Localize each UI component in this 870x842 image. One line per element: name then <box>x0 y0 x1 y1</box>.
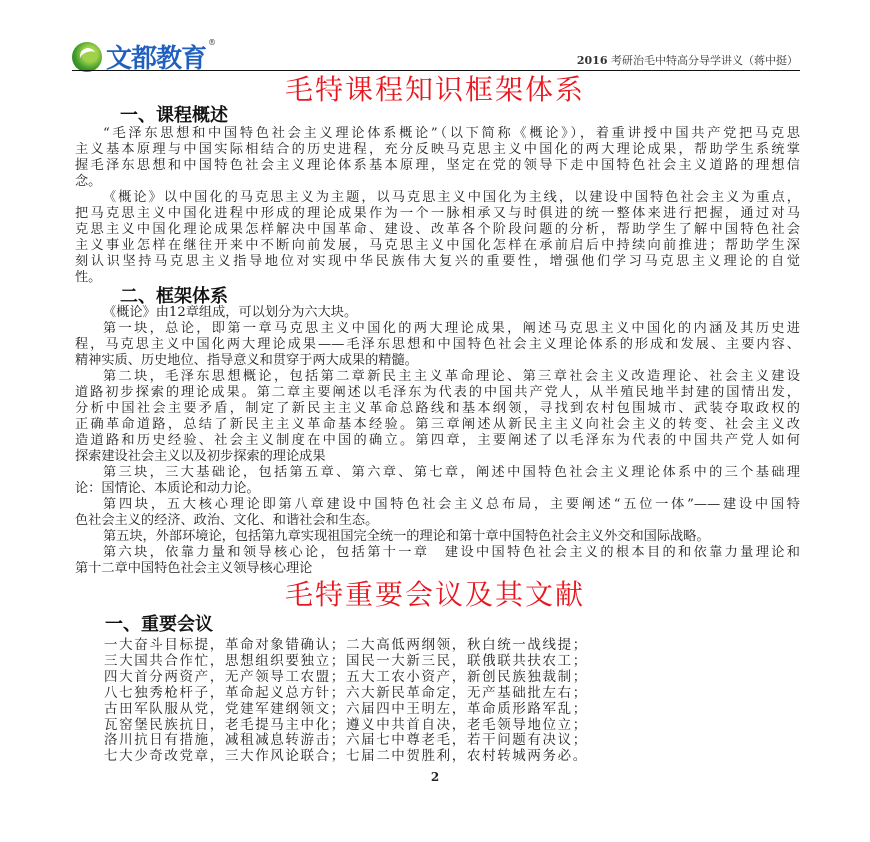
mnemonic-row <box>104 749 588 765</box>
text-line: 程，马克思主义中国化两大理论成果——毛泽东思想和中国特色社会主义理论体系的形成和发展、主要内容、 <box>75 337 800 352</box>
mnemonic-phrase: 三大作风论联合； <box>225 748 346 765</box>
title-important-meetings: 毛特重要会议及其文献 <box>284 578 585 611</box>
text-line: 色社会主义的经济、政治、文化、和谐社会和生态。 <box>75 513 379 528</box>
paragraph <box>75 126 800 190</box>
text-line: 论：国情论、本质论和动力论。 <box>75 481 260 496</box>
mnemonic-phrase: 新创民族独裁制； <box>467 668 588 685</box>
mnemonic-row <box>104 702 588 718</box>
mnemonic-phrase: 二大高低两纲领， <box>346 637 467 653</box>
text-line: 《概论》以中国化的马克思主义为主题，以马克思主义中国化为主线，以建设中国特色社会主义为重点， <box>103 190 800 205</box>
mnemonic-phrase: 无产基础批左右； <box>467 684 588 701</box>
text-line: 握毛泽东思想和中国特色社会主义理论体系基本原理，坚定在党的领导下走中国特色社会主义道路的理想信 <box>75 158 800 173</box>
mnemonic-phrase: 四大首分两资产， <box>104 668 225 685</box>
running-head-year: 2016 <box>576 54 608 67</box>
mnemonic-phrase: 六大新民革命定， <box>346 684 467 701</box>
mnemonic-phrase: 党建军建纲领文； <box>225 700 346 717</box>
text-line: 正确革命道路，总结了新民主主义革命基本经验。第三章阐述从新民主主义向社会主义的转变、社会主义改 <box>75 417 800 432</box>
mnemonic-phrase: 瓦窑堡民族抗日， <box>104 716 225 733</box>
mnemonic-row <box>104 670 588 686</box>
mnemonic-phrase: 革命起义总方针； <box>225 684 346 701</box>
text-line: 探索建设社会主义以及初步探索的理论成果 <box>75 449 326 464</box>
text-line: 把马克思主义中国化进程中形成的理论成果作为一个一脉相承又与时俱进的统一整体来进行把握，通过对马 <box>75 206 800 221</box>
title-knowledge-framework: 毛特课程知识框架体系 <box>284 73 585 106</box>
text-line: 克思主义中国化理论成果怎样解决中国革命、建设、改革各个阶段问题的分析，帮助学生了解中国特色社会 <box>75 222 800 237</box>
mnemonic-phrase: 革命质形路军乱； <box>467 700 588 717</box>
mnemonic-phrase: 无产领导工农盟； <box>225 668 346 685</box>
mnemonic-phrase: 七届二中贺胜利， <box>346 748 467 765</box>
paragraph <box>75 369 800 465</box>
text-line: 主义事业怎样在继往开来中不断向前发展，马克思主义中国化怎样在承前启后中持续向前推进；帮助学生深 <box>75 238 800 253</box>
text-line: 第一块，总论，即第一章马克思主义中国化的两大理论成果，阐述马克思主义中国化的内涵及其历史进 <box>103 321 800 336</box>
paragraph <box>75 465 800 497</box>
mnemonic-phrase: 六届七中尊老毛， <box>346 732 467 749</box>
paragraph <box>75 305 800 321</box>
mnemonic-phrase: 国民一大新三民， <box>346 652 467 669</box>
mnemonic-phrase: 一大奋斗目标提， <box>104 637 225 653</box>
mnemonic-phrase: 若干问题有决议； <box>467 732 588 749</box>
paragraph <box>75 497 800 529</box>
paragraph <box>75 545 800 577</box>
mnemonic-row <box>104 654 588 670</box>
text-line: 分析中国社会主要矛盾，制定了新民主主义革命总路线和基本纲领，寻找到农村包围城市、武装夺取政权的 <box>75 401 800 416</box>
mnemonic-phrase: 联俄联共扶农工； <box>467 652 588 669</box>
text-line: 《概论》由12章组成，可以划分为六大块。 <box>103 305 358 320</box>
logo-swirl-icon <box>72 42 102 72</box>
text-line: 性。 <box>75 270 102 285</box>
mnemonic-phrase: 八七独秀枪杆子， <box>104 684 225 701</box>
text-line: 主义基本原理与中国实际相结合的历史进程，充分反映马克思主义中国化的两大理论成果，帮助学生系统掌 <box>75 142 800 157</box>
mnemonic-phrase: 老毛领导地位立； <box>467 716 588 733</box>
mnemonic-phrase: 五大工农小资产， <box>346 668 467 685</box>
mnemonic-phrase: 减租减息转游击； <box>225 732 346 749</box>
paragraph <box>75 190 800 286</box>
mnemonic-phrase: 农村转城两务必。 <box>467 748 588 765</box>
text-line: “毛泽东思想和中国特色社会主义理论体系概论”（以下简称《概论》），着重讲授中国共产党把马克思 <box>103 126 800 141</box>
header-rule <box>72 70 800 71</box>
mnemonic-phrase: 古田军队服从党， <box>104 700 225 717</box>
text-line: 第五块，外部环境论，包括第九章实现祖国完全统一的理论和第十章中国特色社会主义外交和国际战略。 <box>103 529 710 544</box>
framework-system-body <box>75 305 800 577</box>
text-line: 刻认识坚持马克思主义指导地位对实现中华民族伟大复兴的重要性，增强他们学习马克思主义理论的自觉 <box>75 254 800 269</box>
meetings-mnemonic <box>104 638 588 765</box>
mnemonic-phrase: 六届四中王明左， <box>346 700 467 717</box>
course-overview-body <box>75 126 800 286</box>
text-line: 念。 <box>75 174 102 189</box>
text-line: 道路初步探索的理论成果。第二章主要阐述以毛泽东为代表的中国共产党人，从半殖民地半封建的国情出发， <box>75 385 800 400</box>
mnemonic-phrase: 老毛提马主中化； <box>225 716 346 733</box>
logo-text: 文都教育 <box>106 44 207 74</box>
mnemonic-row <box>104 686 588 702</box>
mnemonic-phrase: 革命对象错确认； <box>225 637 346 653</box>
running-head-text: 考研治毛中特高分导学讲义（蒋中挺） <box>611 54 798 67</box>
paragraph <box>75 321 800 369</box>
mnemonic-phrase: 洛川抗日有措施， <box>104 732 225 749</box>
text-line: 精神实质、历史地位、指导意义和贯穿于两大成果的精髓。 <box>75 353 418 368</box>
mnemonic-phrase: 思想组织要独立； <box>225 652 346 669</box>
mnemonic-phrase: 三大国共合作忙， <box>104 652 225 669</box>
heading-course-overview: 一、课程概述 <box>120 105 228 126</box>
text-line: 造道路和历史经验、社会主义制度在中国的确立。第四章，主要阐述了以毛泽东为代表的中国共产党人如何 <box>75 433 800 448</box>
text-line: 第二块，毛泽东思想概论，包括第二章新民主主义革命理论、第三章社会主义改造理论、社会主义建设 <box>103 369 800 384</box>
text-line: 第六块，依靠力量和领导核心论，包括第十一章 建设中国特色社会主义的根本目的和依靠力量理论和 <box>103 545 800 560</box>
text-line: 第十二章中国特色社会主义领导核心理论 <box>75 561 313 576</box>
text-line: 第三块，三大基础论，包括第五章、第六章、第七章，阐述中国特色社会主义理论体系中的三个基础理 <box>103 465 800 480</box>
mnemonic-phrase: 七大少奇改党章， <box>104 748 225 765</box>
mnemonic-phrase: 遵义中共首自决， <box>346 716 467 733</box>
mnemonic-row <box>104 733 588 749</box>
heading-framework-system: 二、框架体系 <box>120 286 228 307</box>
mnemonic-phrase: 秋白统一战线提； <box>467 637 588 653</box>
paragraph <box>75 529 800 545</box>
running-head <box>577 52 798 68</box>
heading-important-meetings: 一、重要会议 <box>105 614 213 635</box>
page-number: 2 <box>430 770 440 784</box>
registered-mark: ® <box>208 38 217 47</box>
text-line: 第四块，五大核心理论即第八章建设中国特色社会主义总布局，主要阐述“五位一体”——建设中国特 <box>103 497 800 512</box>
mnemonic-row <box>104 638 588 654</box>
